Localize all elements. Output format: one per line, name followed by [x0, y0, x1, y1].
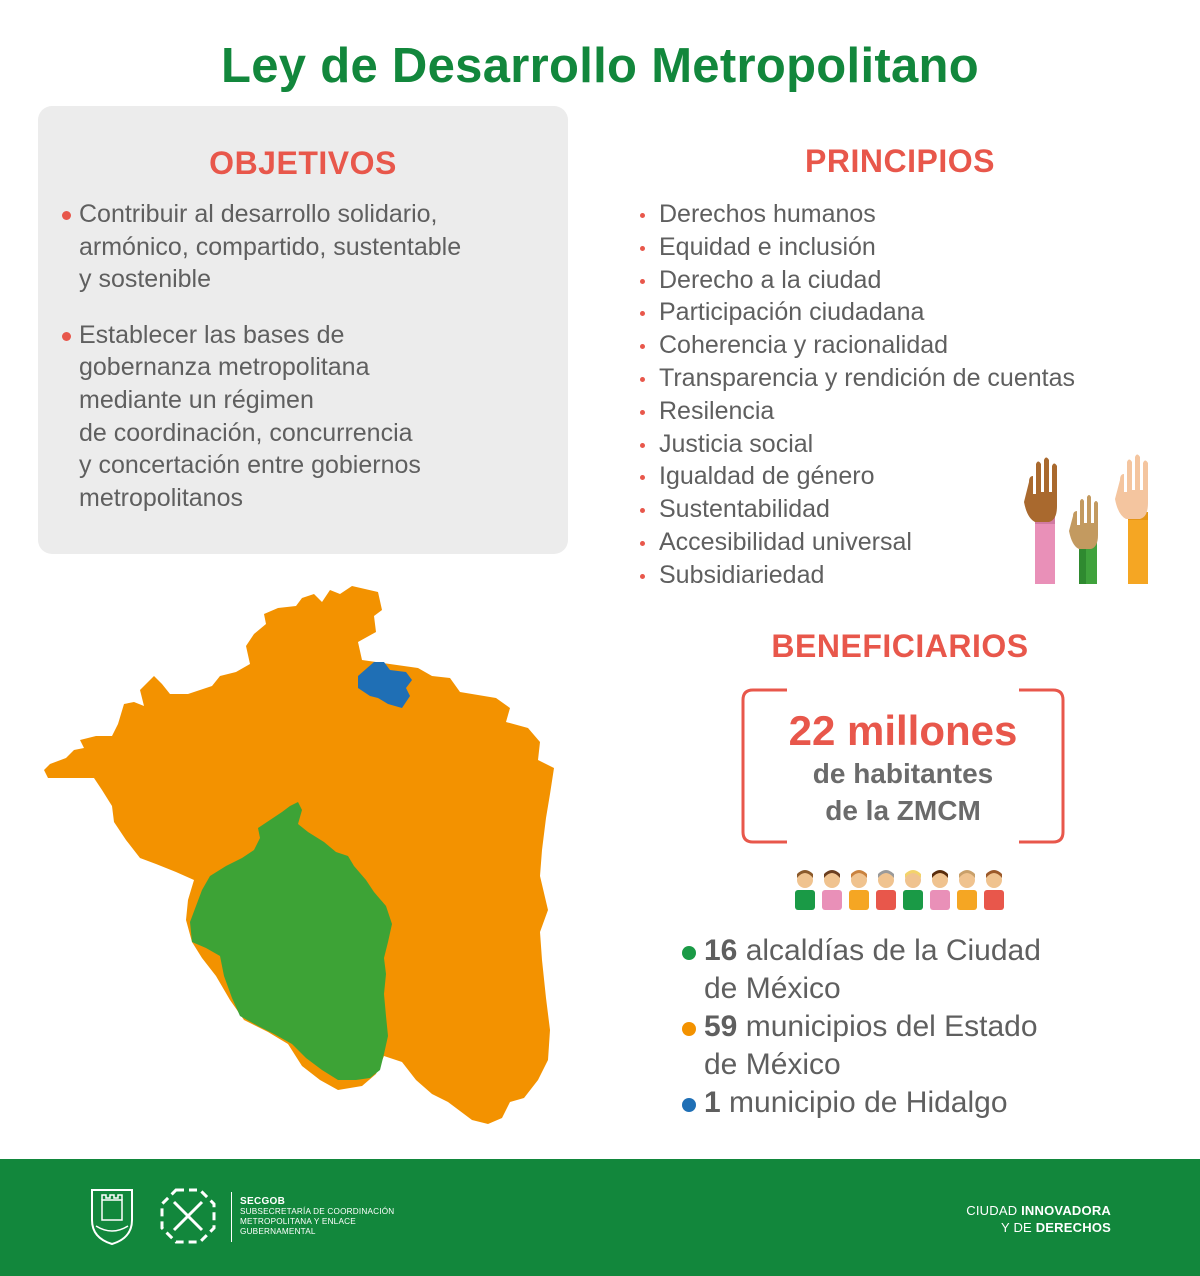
person-icon	[903, 870, 923, 910]
principio-item: Justicia social	[638, 428, 1075, 461]
green-dot-icon	[682, 946, 696, 960]
person-icon	[957, 870, 977, 910]
person-icon	[984, 870, 1004, 910]
footer-slogan: CIUDAD INNOVADORA Y DE DERECHOS	[966, 1203, 1111, 1235]
footer-divider	[231, 1192, 232, 1242]
beneficiarios-line-1: de habitantes	[812, 758, 994, 789]
bullet-dot-icon	[640, 475, 645, 480]
orange-dot-icon	[682, 1022, 696, 1036]
bullet-dot-icon	[640, 344, 645, 349]
beneficiarios-line-2: de la ZMCM	[825, 795, 981, 826]
bullet-dot-icon	[62, 211, 71, 220]
person-icon	[876, 870, 896, 910]
cdmx-logo-icon	[156, 1184, 220, 1248]
secgob-logo-text: SECGOB SUBSECRETARÍA DE COORDINACIÓN METROPOLITANA Y ENLACE GUBERNAMENTAL	[240, 1196, 395, 1236]
objetivo-item: Establecer las bases de gobernanza metropolitana mediante un régimen de coordinación, concurrencia y concertación entre gobiernos metropolitanos	[60, 319, 555, 515]
bullet-dot-icon	[640, 246, 645, 251]
principios-list	[638, 198, 1075, 592]
principio-item: Igualdad de género	[638, 460, 1075, 493]
blue-dot-icon	[682, 1098, 696, 1112]
principios-heading: PRINCIPIOS	[805, 143, 995, 179]
stat-cdmx: 16 alcaldías de la Ciudad de México	[680, 932, 1041, 1008]
principio-item: Equidad e inclusión	[638, 231, 1075, 264]
bullet-dot-icon	[640, 508, 645, 513]
stat-edomex: 59 municipios del Estado de México	[680, 1008, 1041, 1084]
bullet-dot-icon	[640, 377, 645, 382]
bullet-dot-icon	[62, 332, 71, 341]
bullet-dot-icon	[640, 443, 645, 448]
bullet-dot-icon	[640, 574, 645, 579]
people-row-icon	[794, 866, 1004, 912]
metropolitan-map	[40, 580, 560, 1140]
person-icon	[822, 870, 842, 910]
person-icon	[930, 870, 950, 910]
beneficiarios-stats	[680, 932, 1041, 1122]
principio-item: Subsidiariedad	[638, 559, 1075, 592]
page-title: Ley de Desarrollo Metropolitano	[220, 39, 980, 93]
bullet-dot-icon	[640, 410, 645, 415]
bullet-dot-icon	[640, 311, 645, 316]
bullet-dot-icon	[640, 213, 645, 218]
principio-item: Derechos humanos	[638, 198, 1075, 231]
principio-item: Coherencia y racionalidad	[638, 329, 1075, 362]
raised-hands-icon	[1015, 452, 1165, 587]
principio-item: Participación ciudadana	[638, 296, 1075, 329]
principio-item: Transparencia y rendición de cuentas	[638, 362, 1075, 395]
beneficiarios-heading: BENEFICIARIOS	[771, 628, 1029, 664]
objetivos-heading: OBJETIVOS	[209, 145, 397, 181]
person-icon	[849, 870, 869, 910]
principio-item: Sustentabilidad	[638, 493, 1075, 526]
beneficiarios-number: 22 millones	[788, 707, 1018, 754]
bullet-dot-icon	[640, 279, 645, 284]
objetivo-item: Contribuir al desarrollo solidario, armónico, compartido, sustentable y sostenible	[60, 198, 555, 296]
principio-item: Accesibilidad universal	[638, 526, 1075, 559]
person-icon	[795, 870, 815, 910]
principio-item: Derecho a la ciudad	[638, 264, 1075, 297]
coat-of-arms-icon	[88, 1186, 136, 1246]
bullet-dot-icon	[640, 541, 645, 546]
principio-item: Resilencia	[638, 395, 1075, 428]
objetivos-list	[60, 198, 555, 537]
stat-hidalgo: 1 municipio de Hidalgo	[680, 1084, 1041, 1122]
